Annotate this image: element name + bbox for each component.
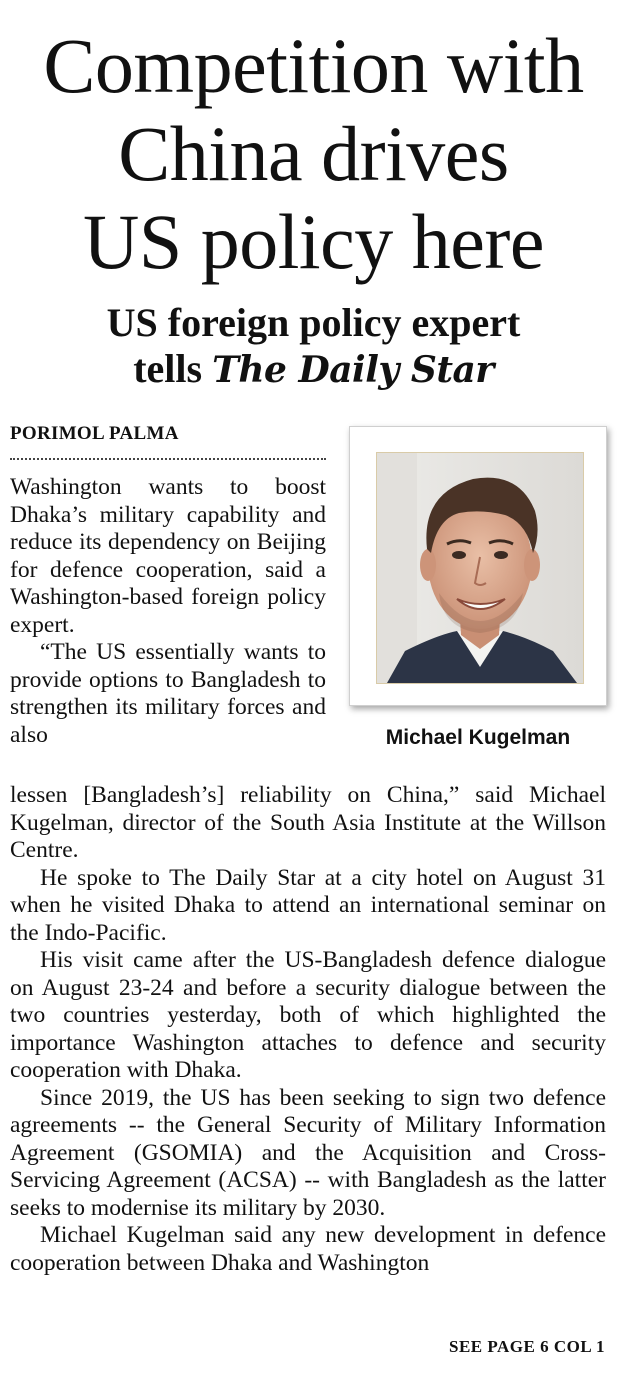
byline: PORIMOL PALMA [10,423,179,444]
article-paragraph-1: Washington wants to boost Dhaka’s military capability and reduce its dependency on Beijing for defence cooperation, said a Washington-based foreign policy expert. [10,474,326,638]
photo-caption: Michael Kugelman [385,726,571,749]
headline-line-2: China drives [118,110,509,197]
subheadline-line-1: US foreign policy expert [106,300,521,345]
subheadline [0,300,627,393]
subheadline-prefix: tells [133,346,203,391]
article-paragraph-3: He spoke to The Daily Star at a city hotel on August 31 when he visited Dhaka to attend an international seminar on the Indo-Pacific. [10,864,606,946]
article-column-wide [10,782,606,1277]
photo-frame [349,426,607,706]
article-paragraph-2-continued: lessen [Bangladesh’s] reliability on China,” said Michael Kugelman, director of the South Asia Institute at the Willson Centre. [10,782,606,863]
masthead-logo: The Daily Star [212,349,494,391]
article-column-narrow [10,474,326,749]
article-paragraph-2-start: “The US essentially wants to provide options to Bangladesh to strengthen its military forces and also [10,639,326,748]
headline [0,22,627,286]
article-paragraph-4: His visit came after the US-Bangladesh defence dialogue on August 23-24 and before a security dialogue between the two countries yesterday, both of which highlighted the importance Washington attaches to defence and security cooperation with Dhaka. [10,947,606,1083]
continuation-note: SEE PAGE 6 COL 1 [449,1337,605,1356]
portrait-image [377,453,583,683]
byline-divider [10,458,326,460]
article-paragraph-6: Michael Kugelman said any new development in defence cooperation between Dhaka and Washington [10,1222,606,1276]
subheadline-line-2 [0,346,627,393]
portrait-photo [376,452,584,684]
headline-line-1: Competition with [43,22,584,109]
headline-line-3: US policy here [83,198,544,285]
article-paragraph-5: Since 2019, the US has been seeking to sign two defence agreements -- the General Security of Military Information Agreement (GSOMIA) and the Acquisition and Cross-Servicing Agreement (ACSA) -- with Bangladesh as the latter seeks to modernise its military by 2030. [10,1084,606,1221]
